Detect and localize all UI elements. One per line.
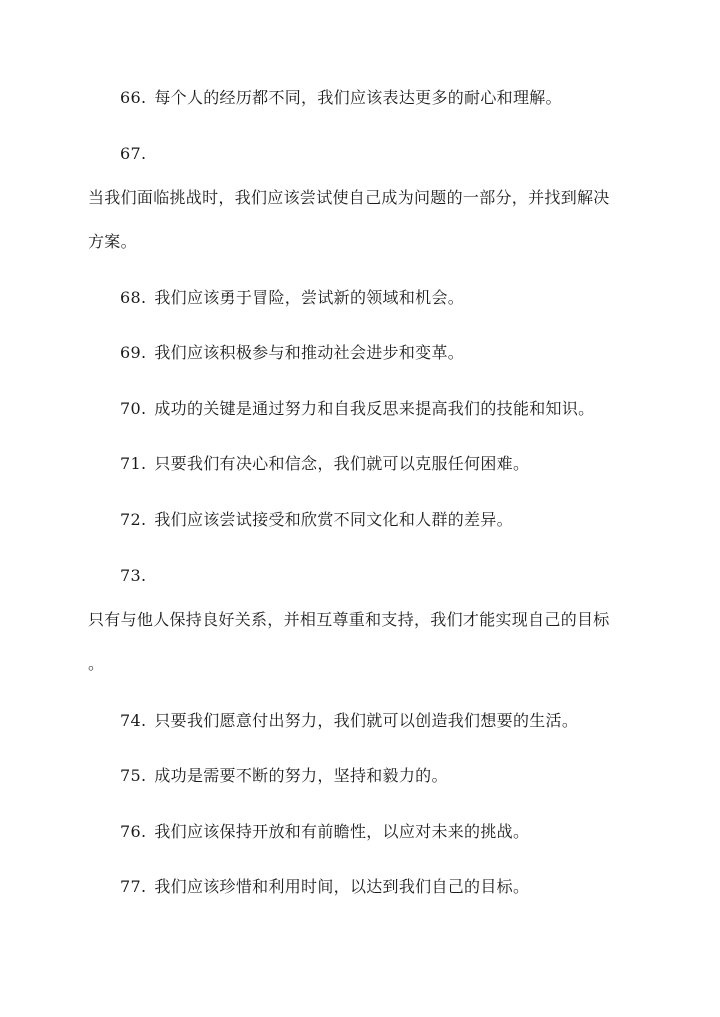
item-text: 我们应该尝试接受和欣赏不同文化和人群的差异。: [154, 510, 513, 529]
list-item-73-text-continued: [88, 653, 104, 675]
item-number: 69.: [120, 343, 147, 362]
item-text: 只有与他人保持良好关系，并相互尊重和支持，我们才能实现自己的目标: [88, 610, 610, 629]
item-text: 只要我们愿意付出努力，我们就可以创造我们想要的生活。: [154, 711, 579, 730]
list-item-73-number: [120, 565, 154, 587]
list-item-67-number: [120, 143, 154, 165]
item-number: 71.: [120, 454, 147, 473]
item-text: 只要我们有决心和信念，我们就可以克服任何困难。: [154, 454, 530, 473]
list-item-77: [120, 876, 529, 898]
list-item-67-text-continued: [88, 231, 137, 253]
item-text-continued: 方案。: [88, 232, 137, 251]
list-item-67-text: [88, 187, 610, 209]
item-text: 我们应该保持开放和有前瞻性，以应对未来的挑战。: [154, 822, 530, 841]
item-text: 我们应该勇于冒险，尝试新的领域和机会。: [154, 288, 465, 307]
list-item-74: [120, 710, 578, 732]
item-text: 当我们面临挑战时，我们应该尝试使自己成为问题的一部分，并找到解决: [88, 188, 610, 207]
item-text: 我们应该积极参与和推动社会进步和变革。: [154, 343, 465, 362]
item-number: 77.: [120, 877, 147, 896]
list-item-68: [120, 287, 464, 309]
item-number: 66.: [120, 88, 147, 107]
item-text-continued: 。: [88, 654, 105, 673]
list-item-75: [120, 765, 448, 787]
list-item-66: [120, 87, 562, 109]
item-text: 成功是需要不断的努力，坚持和毅力的。: [154, 766, 448, 785]
list-item-69: [120, 342, 464, 364]
list-item-73-text: [88, 609, 610, 631]
item-number: 76.: [120, 822, 147, 841]
item-text: 我们应该珍惜和利用时间，以达到我们自己的目标。: [154, 877, 530, 896]
list-item-72: [120, 509, 513, 531]
item-number: 67.: [120, 144, 147, 163]
item-number: 68.: [120, 288, 147, 307]
list-item-70: [120, 398, 594, 420]
item-number: 75.: [120, 766, 147, 785]
item-number: 70.: [120, 399, 147, 418]
item-number: 72.: [120, 510, 147, 529]
item-number: 73.: [120, 566, 147, 585]
list-item-71: [120, 453, 529, 475]
item-text: 成功的关键是通过努力和自我反思来提高我们的技能和知识。: [154, 399, 595, 418]
list-item-76: [120, 821, 529, 843]
item-number: 74.: [120, 711, 147, 730]
item-text: 每个人的经历都不同，我们应该表达更多的耐心和理解。: [154, 88, 562, 107]
